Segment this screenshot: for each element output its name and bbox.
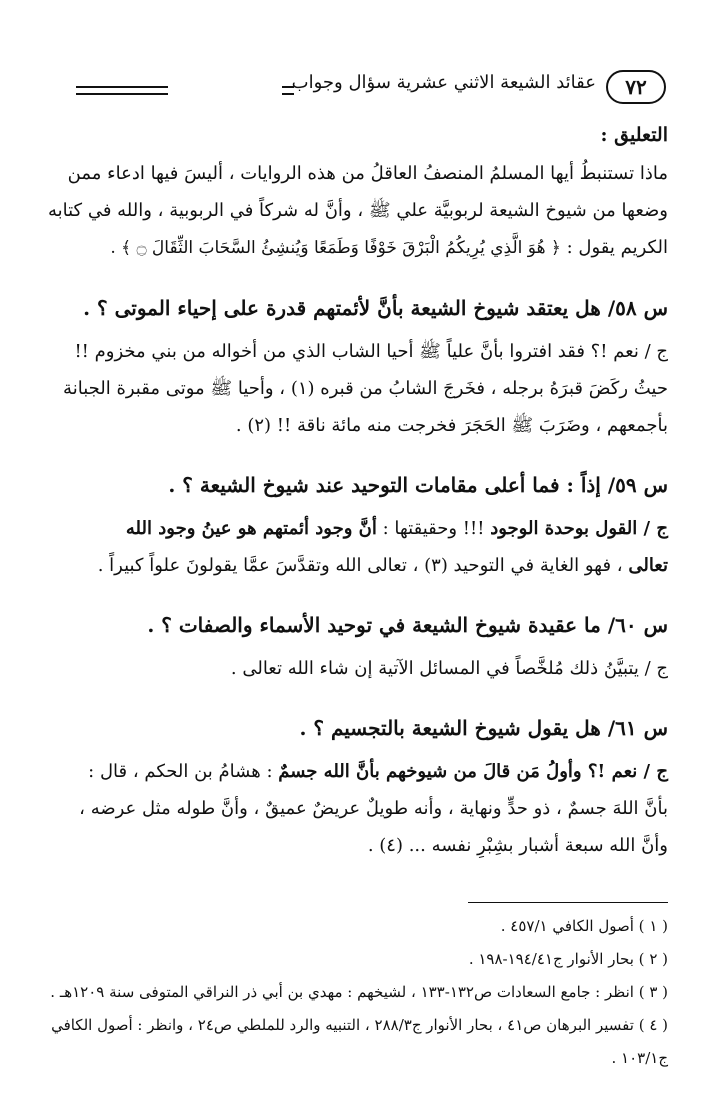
- answer-line: ج / يتبيَّنُ ذلك مُلخَّصاً في المسائل الآتية إن شاء الله تعالى .: [230, 658, 668, 679]
- footnotes: [36, 910, 668, 1075]
- answer-line: بأجمعهم ، وضَرَبَ ﷺ الحَجَرَ فخرجت منه مائة ناقة !! (٢) .: [235, 415, 668, 436]
- footnote-4: ( ٤ ) تفسير البرهان ص٤١ ، بحار الأنوار ج٢٨٨/٣ ، التنبيه والرد للملطي ص٢٤ ، وانظر : أصول الكافي: [51, 1016, 668, 1034]
- question-heading: س ٦١/ هل يقول شيوخ الشيعة بالتجسيم ؟ .: [299, 716, 668, 740]
- footnote-separator: [468, 902, 668, 903]
- commentary-lead: الكريم يقول :: [566, 237, 668, 258]
- answer-line: [36, 547, 668, 584]
- answer-text: : هشامُ بن الحكم ، قال :: [88, 761, 279, 782]
- commentary-line: [36, 229, 668, 267]
- answer-line: [36, 510, 668, 547]
- footnote-2: ( ٢ ) بحار الأنوار ج١٩٤/٤١-١٩٨ .: [468, 950, 668, 968]
- answer-bold: أنَّ وجود أئمتهم هو عينُ وجود الله: [125, 518, 377, 539]
- question-heading: س ٥٩/ إذاً : فما أعلى مقامات التوحيد عند شيوخ الشيعة ؟ .: [168, 473, 668, 497]
- footnote-3: ( ٣ ) انظر : جامع السعادات ص١٣٢-١٣٣ ، لشيخهم : مهدي بن أبي ذر النراقي المتوفى سنة ١٢٠٩هـ .: [50, 983, 668, 1001]
- answer-line: حيثُ ركَضَ قبرَهُ برجله ، فخَرجَ الشابُ من قبره (١) ، وأحيا ﷺ موتى مقبرة الجبانة: [63, 378, 668, 399]
- answer-line: ج / نعم !؟ فقد افتروا بأنَّ علياً ﷺ أحيا الشاب الذي من أخواله من بني مخزوم !!: [74, 341, 668, 362]
- page-number: ٧٢: [606, 70, 666, 104]
- page-body: [36, 118, 668, 864]
- answer-bold: ج / نعم !؟ وأولُ مَن قالَ من شيوخهم بأنَّ الله جسمٌ: [278, 761, 668, 782]
- answer-line: [36, 753, 668, 790]
- commentary-section: [36, 118, 668, 267]
- page-header: [22, 58, 672, 102]
- answer-bold: ج / القول بوحدة الوجود: [490, 518, 668, 539]
- quran-verse: ﴿ هُوَ الَّذِي يُرِيكُمُ الْبَرْقَ خَوْفًا وَطَمَعًا وَيُنشِئُ السَّحَابَ الثِّقَالَ ۝ ﴾ .: [110, 238, 561, 258]
- commentary-line: وضعها من شيوخ الشيعة لربوبيَّة علي ﷺ ، وأنَّ له شركاً في الربوبية ، والله في كتابه: [47, 200, 668, 221]
- commentary-heading: التعليق :: [600, 124, 668, 146]
- answer-bold: تعالى: [628, 555, 668, 576]
- header-double-rule: [282, 86, 294, 95]
- answer-line: وأنَّ الله سبعة أشبار بشِبْرِ نفسه ... (٤) .: [367, 835, 668, 856]
- footnote-1: ( ١ ) أصول الكافي ٤٥٧/١ .: [500, 917, 668, 935]
- question-60: [36, 608, 668, 687]
- question-61: [36, 711, 668, 864]
- answer-text: !!! وحقيقتها :: [376, 518, 491, 539]
- commentary-line: ماذا تستنبطُ أيها المسلمُ المنصفُ العاقلُ من هذه الروايات ، أليسَ فيها ادعاء ممن: [67, 163, 668, 184]
- question-58: [36, 291, 668, 444]
- question-heading: س ٦٠/ ما عقيدة شيوخ الشيعة في توحيد الأسماء والصفات ؟ .: [147, 613, 668, 637]
- running-title: عقائد الشيعة الاثني عشرية سؤال وجواب: [291, 72, 596, 93]
- answer-line: بأنَّ اللهَ جسمٌ ، ذو حدٍّ ونهاية ، وأنه طويلٌ عريضٌ عميقٌ ، وأنَّ طوله مثل عرضه ،: [79, 798, 668, 819]
- footnote-4-cont: ج١٠٣/١ .: [611, 1049, 668, 1067]
- answer-text: ، فهو الغاية في التوحيد (٣) ، تعالى الله وتقدَّسَ عمَّا يقولونَ علواً كبيراً .: [97, 555, 629, 576]
- header-double-rule-end: [76, 86, 168, 95]
- question-heading: س ٥٨/ هل يعتقد شيوخ الشيعة بأنَّ لأئمتهم قدرة على إحياء الموتى ؟ .: [83, 296, 668, 320]
- question-59: [36, 468, 668, 584]
